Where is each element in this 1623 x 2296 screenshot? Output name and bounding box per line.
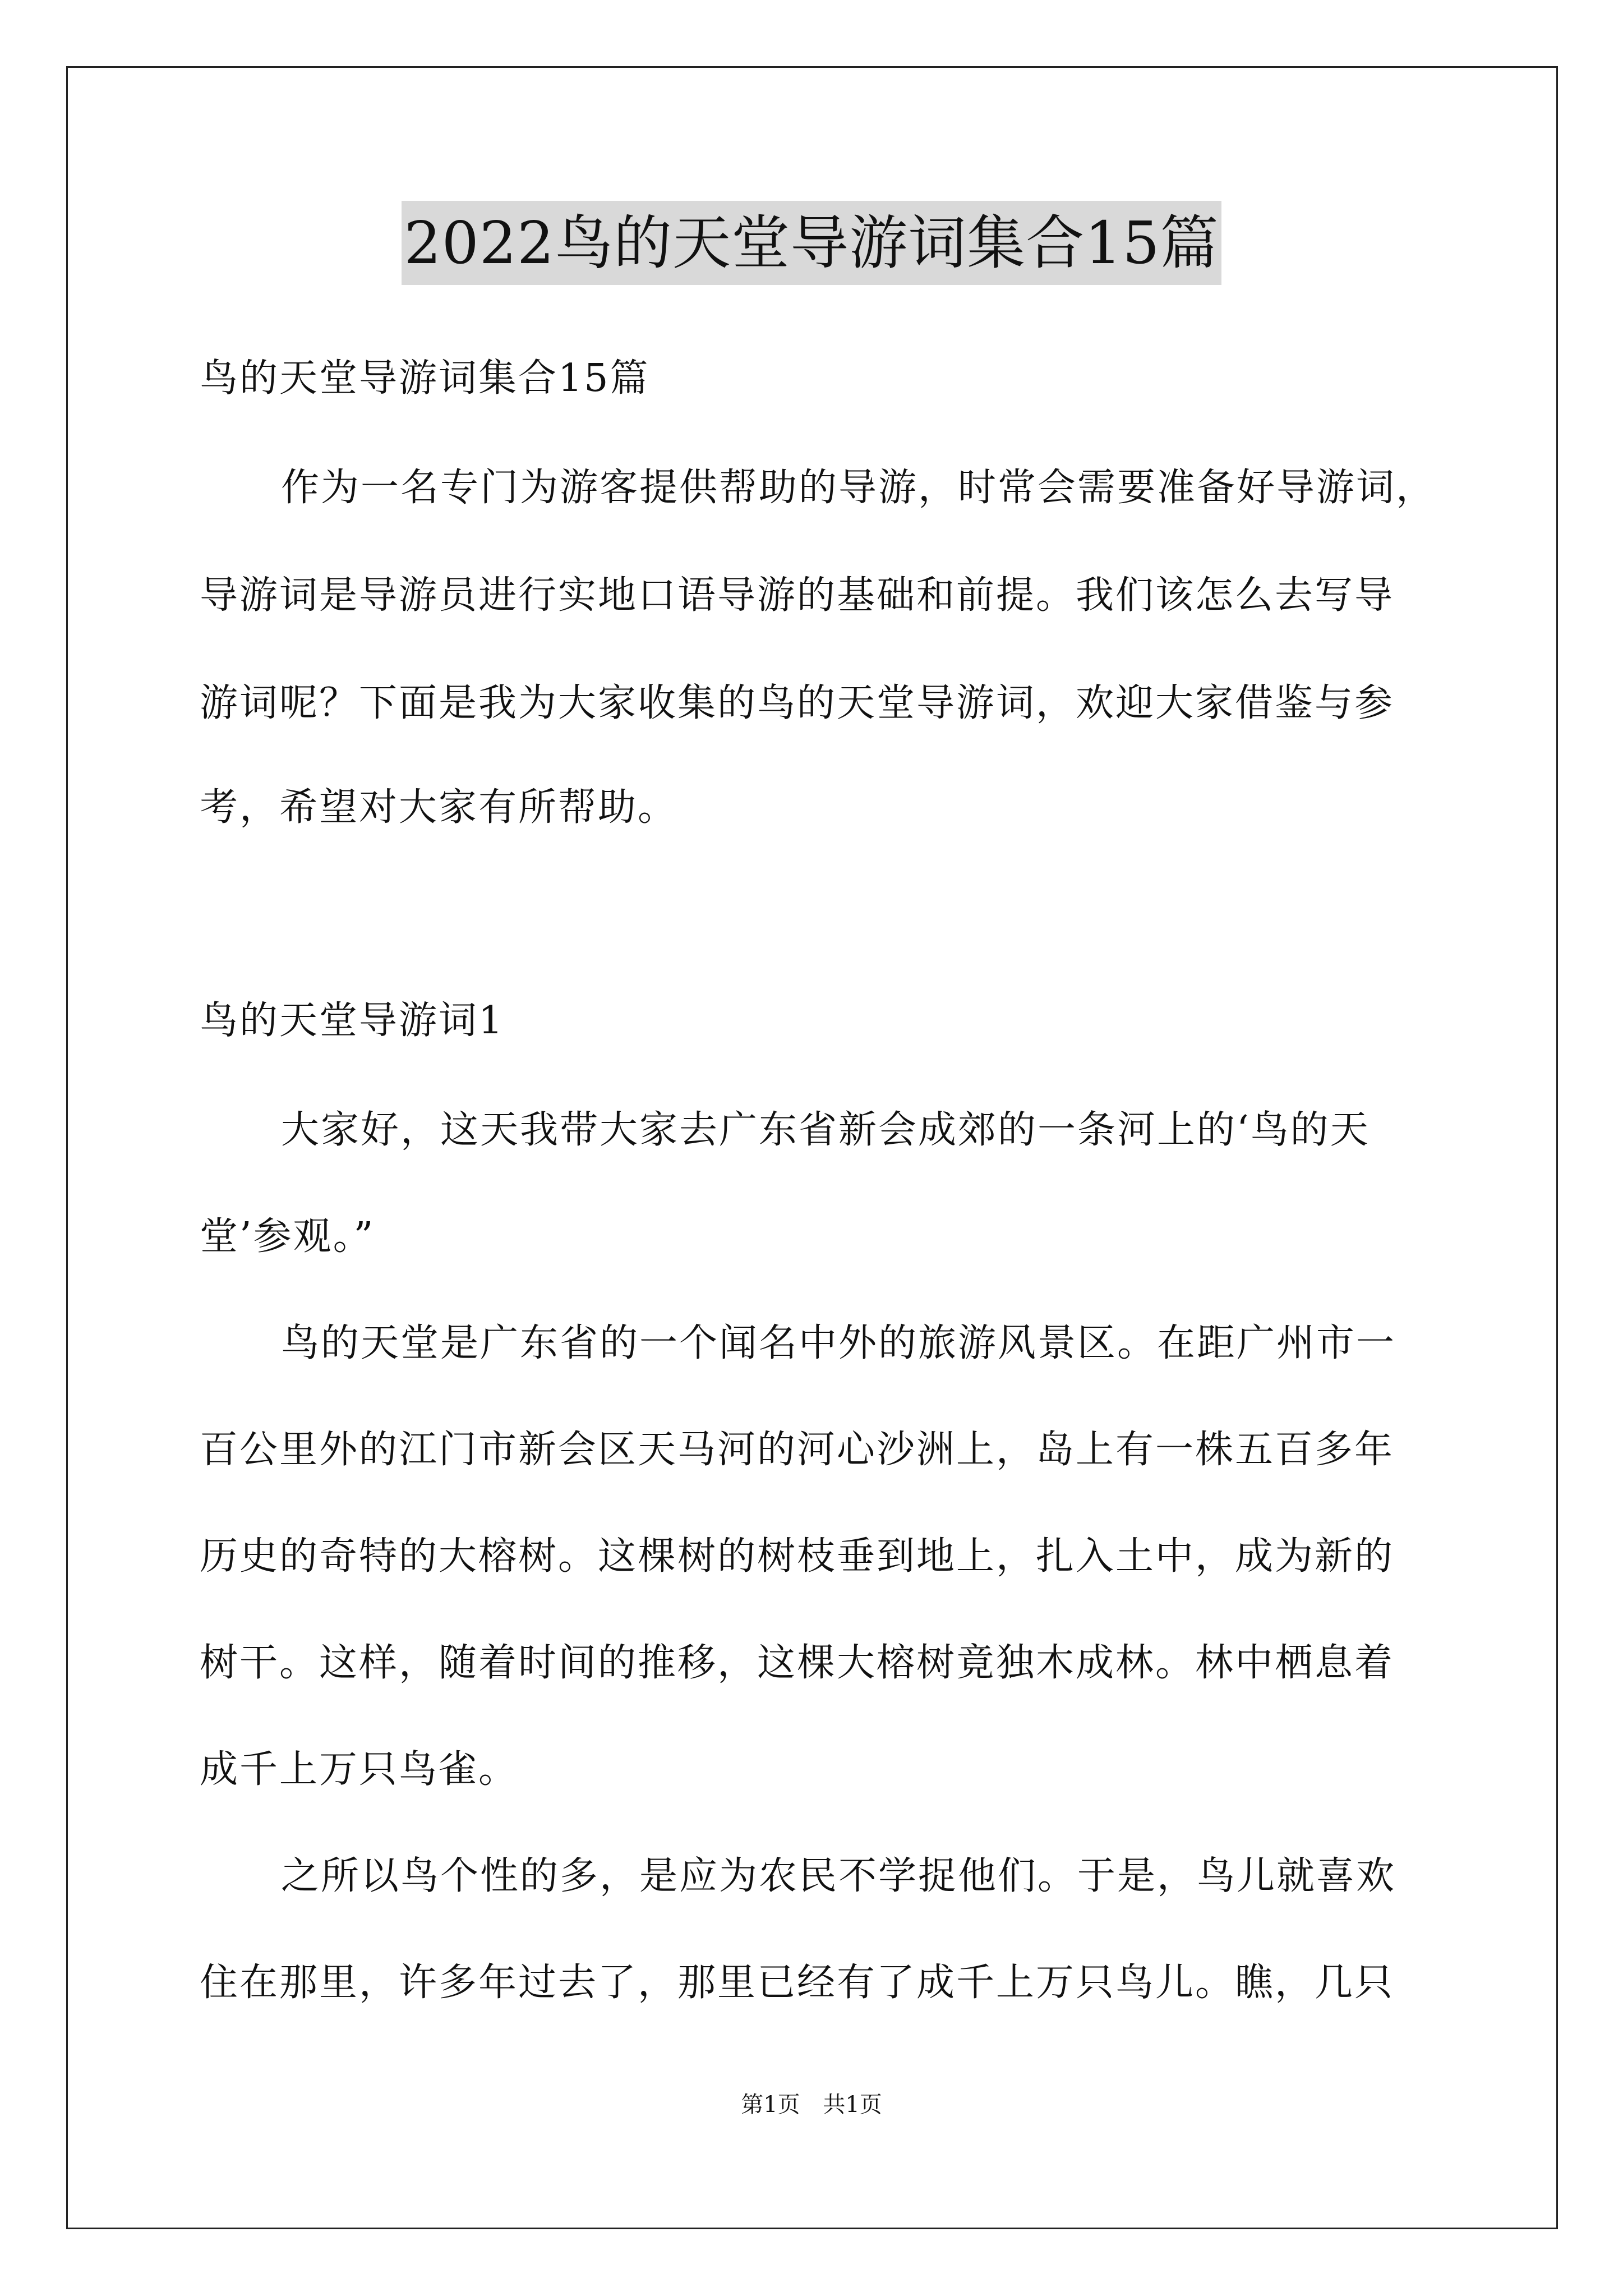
page-number: 第1页 [741, 2092, 800, 2118]
page-total: 共1页 [823, 2092, 882, 2118]
paragraph-line: 之所以鸟个性的多，是应为农民不学捉他们。于是，鸟儿就喜欢 [281, 1854, 1396, 1898]
intro-line: 考，希望对大家有所帮助。 [200, 785, 678, 830]
document-subtitle: 鸟的天堂导游词集合15篇 [200, 356, 650, 401]
intro-line: 游词呢？下面是我为大家收集的鸟的天堂导游词，欢迎大家借鉴与参 [200, 681, 1395, 725]
intro-line: 导游词是导游员进行实地口语导游的基础和前提。我们该怎么去写导 [200, 573, 1395, 618]
paragraph-line: 堂’参观。” [200, 1214, 375, 1259]
document-title: 2022鸟的天堂导游词集合15篇 [402, 201, 1221, 285]
paragraph-line: 百公里外的江门市新会区天马河的河心沙洲上，岛上有一株五百多年 [200, 1428, 1395, 1472]
page-footer [0, 2088, 1623, 2122]
paragraph-line: 成千上万只鸟雀。 [200, 1747, 519, 1792]
paragraph-line: 历史的奇特的大榕树。这棵树的树枝垂到地上，扎入土中，成为新的 [200, 1534, 1395, 1579]
intro-line: 作为一名专门为游客提供帮助的导游，时常会需要准备好导游词， [281, 466, 1436, 510]
paragraph-line: 大家好，这天我带大家去广东省新会成郊的一条河上的‘鸟的天 [281, 1108, 1370, 1152]
paragraph-line: 住在那里，许多年过去了，那里已经有了成千上万只鸟儿。瞧，几只 [200, 1961, 1395, 2005]
paragraph-line: 树干。这样，随着时间的推移，这棵大榕树竟独木成林。林中栖息着 [200, 1641, 1395, 1685]
section-heading: 鸟的天堂导游词1 [200, 999, 505, 1043]
title-container [0, 201, 1623, 285]
paragraph-line: 鸟的天堂是广东省的一个闻名中外的旅游风景区。在距广州市一 [281, 1321, 1396, 1365]
